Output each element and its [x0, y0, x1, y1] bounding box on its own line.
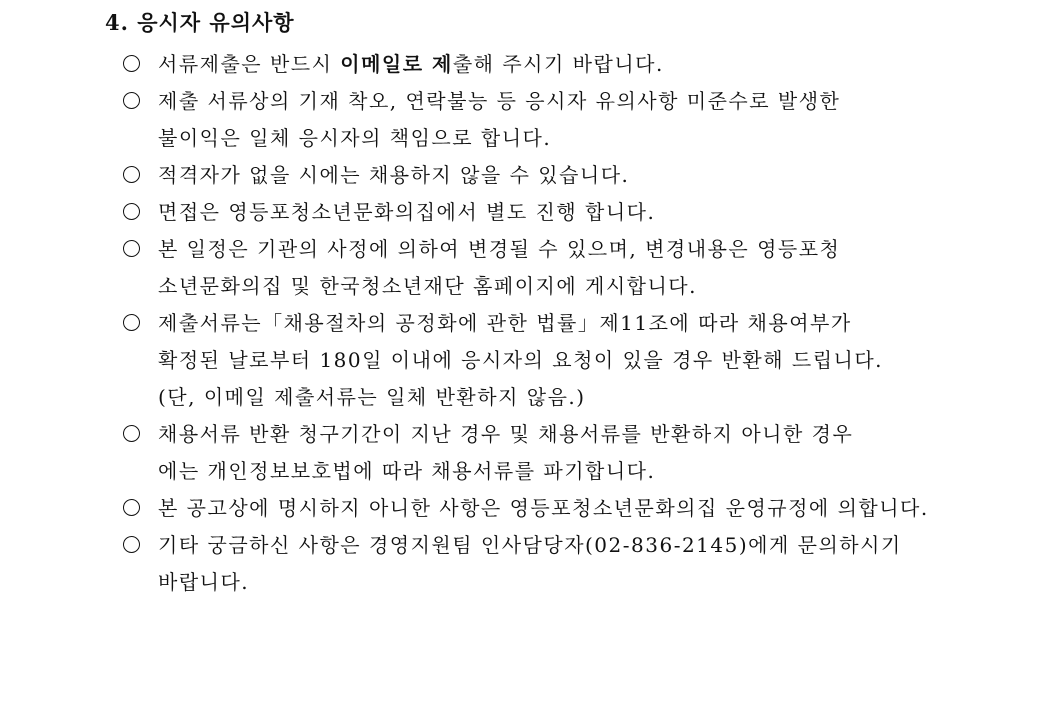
item-line: 바랍니다. [158, 570, 250, 594]
item-line: (단, 이메일 제출서류는 일체 반환하지 않음.) [158, 385, 586, 409]
circle-bullet-icon [123, 166, 140, 183]
circle-bullet-icon [123, 55, 140, 72]
list-item-other-rules [123, 490, 953, 527]
item-line: 소년문화의집 및 한국청소년재단 홈페이지에 게시합니다. [158, 274, 697, 298]
item-line: 확정된 날로부터 180일 이내에 응시자의 요청이 있을 경우 반환해 드립니다. [158, 348, 884, 372]
circle-bullet-icon [123, 240, 140, 257]
item-line: 제출 서류상의 기재 착오, 연락불능 등 응시자 유의사항 미준수로 발생한 [158, 89, 841, 113]
item-line: 면접은 영등포청소년문화의집에서 별도 진행 합니다. [158, 200, 656, 224]
list-item-schedule-change [123, 231, 953, 305]
item-line: 채용서류 반환 청구기간이 지난 경우 및 채용서류를 반환하지 아니한 경우 [158, 422, 854, 446]
list-item-interview [123, 194, 953, 231]
circle-bullet-icon [123, 425, 140, 442]
section-title: 4. 응시자 유의사항 [105, 10, 295, 35]
circle-bullet-icon [123, 92, 140, 109]
circle-bullet-icon [123, 314, 140, 331]
list-item-email-submission [123, 46, 953, 83]
list-item-contact [123, 527, 953, 601]
notice-list [123, 46, 953, 601]
item-line: 적격자가 없을 시에는 채용하지 않을 수 있습니다. [158, 163, 630, 187]
circle-bullet-icon [123, 203, 140, 220]
circle-bullet-icon [123, 536, 140, 553]
list-item-document-return [123, 305, 953, 416]
item-text-prefix: 서류제출은 반드시 [158, 52, 341, 76]
item-text-emphasis: 이메일로 제 [340, 52, 453, 76]
item-line: 제출서류는「채용절차의 공정화에 관한 법률」제11조에 따라 채용여부가 [158, 311, 852, 335]
list-item-no-qualified [123, 157, 953, 194]
list-item-document-destruction [123, 416, 953, 490]
list-item-applicant-responsibility [123, 83, 953, 157]
item-line: 기타 궁금하신 사항은 경영지원팀 인사담당자(02-836-2145)에게 문의하시기 [158, 533, 902, 557]
circle-bullet-icon [123, 499, 140, 516]
item-line: 에는 개인정보보호법에 따라 채용서류를 파기합니다. [158, 459, 656, 483]
item-line: 본 공고상에 명시하지 아니한 사항은 영등포청소년문화의집 운영규정에 의합니다. [158, 496, 929, 520]
item-line: 불이익은 일체 응시자의 책임으로 합니다. [158, 126, 552, 150]
item-text-suffix: 출해 주시기 바랍니다. [452, 52, 664, 76]
item-line: 본 일정은 기관의 사정에 의하여 변경될 수 있으며, 변경내용은 영등포청 [158, 237, 841, 261]
